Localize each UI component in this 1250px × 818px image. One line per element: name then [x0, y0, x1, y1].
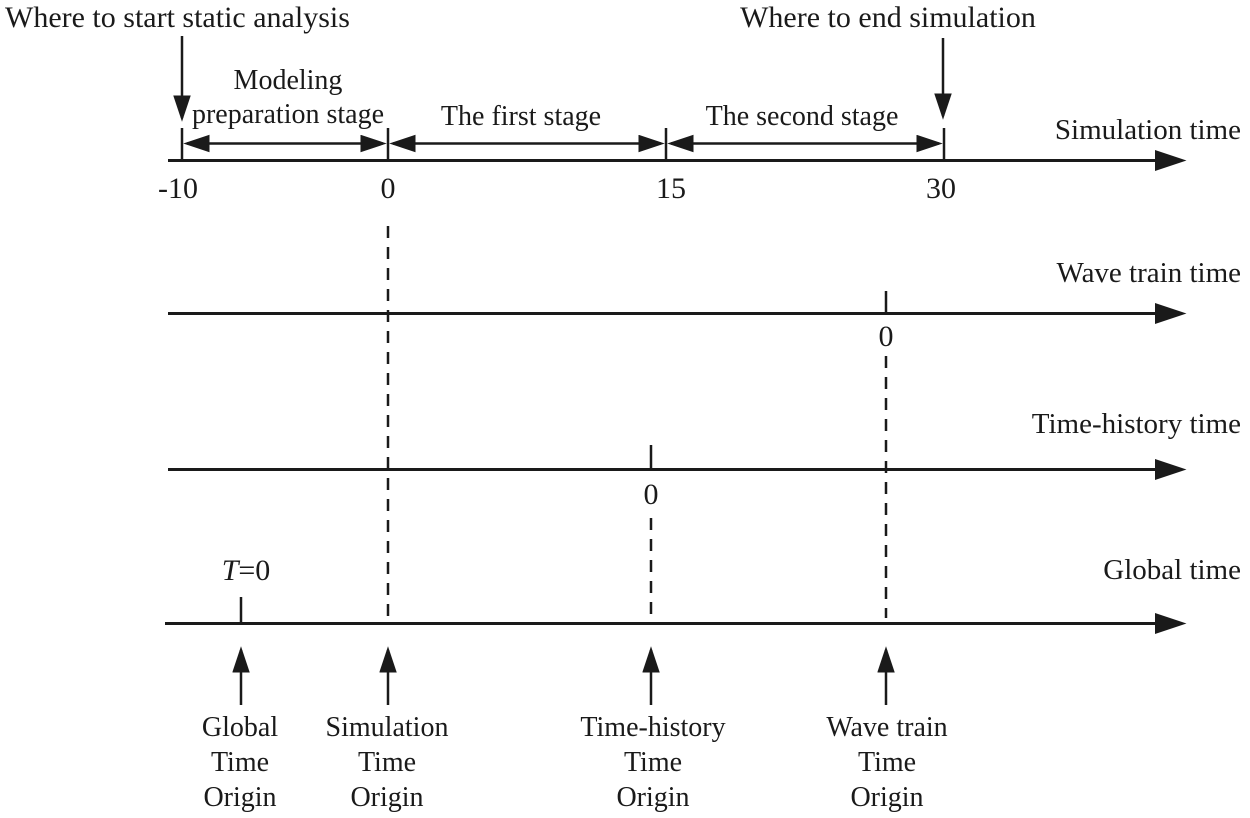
stage-label-second: The second stage — [705, 101, 899, 132]
origin-caption-wave-train-line1: Wave train — [826, 712, 948, 743]
dashed-alignment-lines — [388, 226, 886, 618]
origin-caption-global-line2: Time — [210, 747, 270, 778]
origin-caption-time-history-line2: Time — [623, 747, 683, 778]
stage-label-preparation — [192, 64, 384, 132]
global-t0-label — [222, 554, 271, 588]
origin-caption-time-history — [580, 710, 725, 815]
stage-label-preparation-line2: preparation stage — [191, 99, 385, 130]
tick-label-30: 30 — [926, 172, 956, 205]
wave-train-axis — [168, 291, 1182, 314]
time-history-zero-label: 0 — [643, 478, 659, 511]
global-t0-rest: =0 — [238, 554, 271, 587]
origin-caption-global-line3: Origin — [203, 782, 277, 813]
origin-caption-time-history-line1: Time-history — [580, 712, 726, 743]
origin-pointer-arrows — [241, 650, 886, 705]
end-annotation-label: Where to end simulation — [740, 1, 1036, 34]
tick-label-15: 15 — [656, 172, 686, 205]
axis-name-simulation: Simulation time — [1054, 114, 1241, 146]
tick-label-0: 0 — [380, 172, 396, 205]
origin-caption-global-line1: Global — [201, 712, 279, 743]
origin-caption-simulation-line1: Simulation — [325, 712, 449, 743]
origin-caption-wave-train-line2: Time — [857, 747, 917, 778]
axis-name-time-history: Time-history time — [1031, 408, 1241, 440]
origin-caption-time-history-line3: Origin — [616, 782, 690, 813]
origin-caption-global — [202, 710, 278, 815]
origin-caption-simulation — [326, 710, 449, 815]
origin-caption-simulation-line2: Time — [357, 747, 417, 778]
start-annotation-label: Where to start static analysis — [5, 1, 350, 34]
time-history-axis — [168, 445, 1182, 470]
stage-label-preparation-line1: Modeling — [233, 65, 343, 96]
axis-name-global: Global time — [1103, 554, 1241, 586]
origin-caption-wave-train — [826, 710, 947, 815]
stage-label-first: The first stage — [440, 101, 602, 132]
global-t0-symbol: T — [221, 554, 239, 587]
origin-caption-simulation-line3: Origin — [350, 782, 424, 813]
tick-label-minus10: -10 — [158, 172, 198, 205]
origin-caption-wave-train-line3: Origin — [850, 782, 924, 813]
wave-train-zero-label: 0 — [878, 320, 894, 353]
global-axis — [165, 597, 1182, 624]
axis-name-wave-train: Wave train time — [1056, 257, 1241, 289]
